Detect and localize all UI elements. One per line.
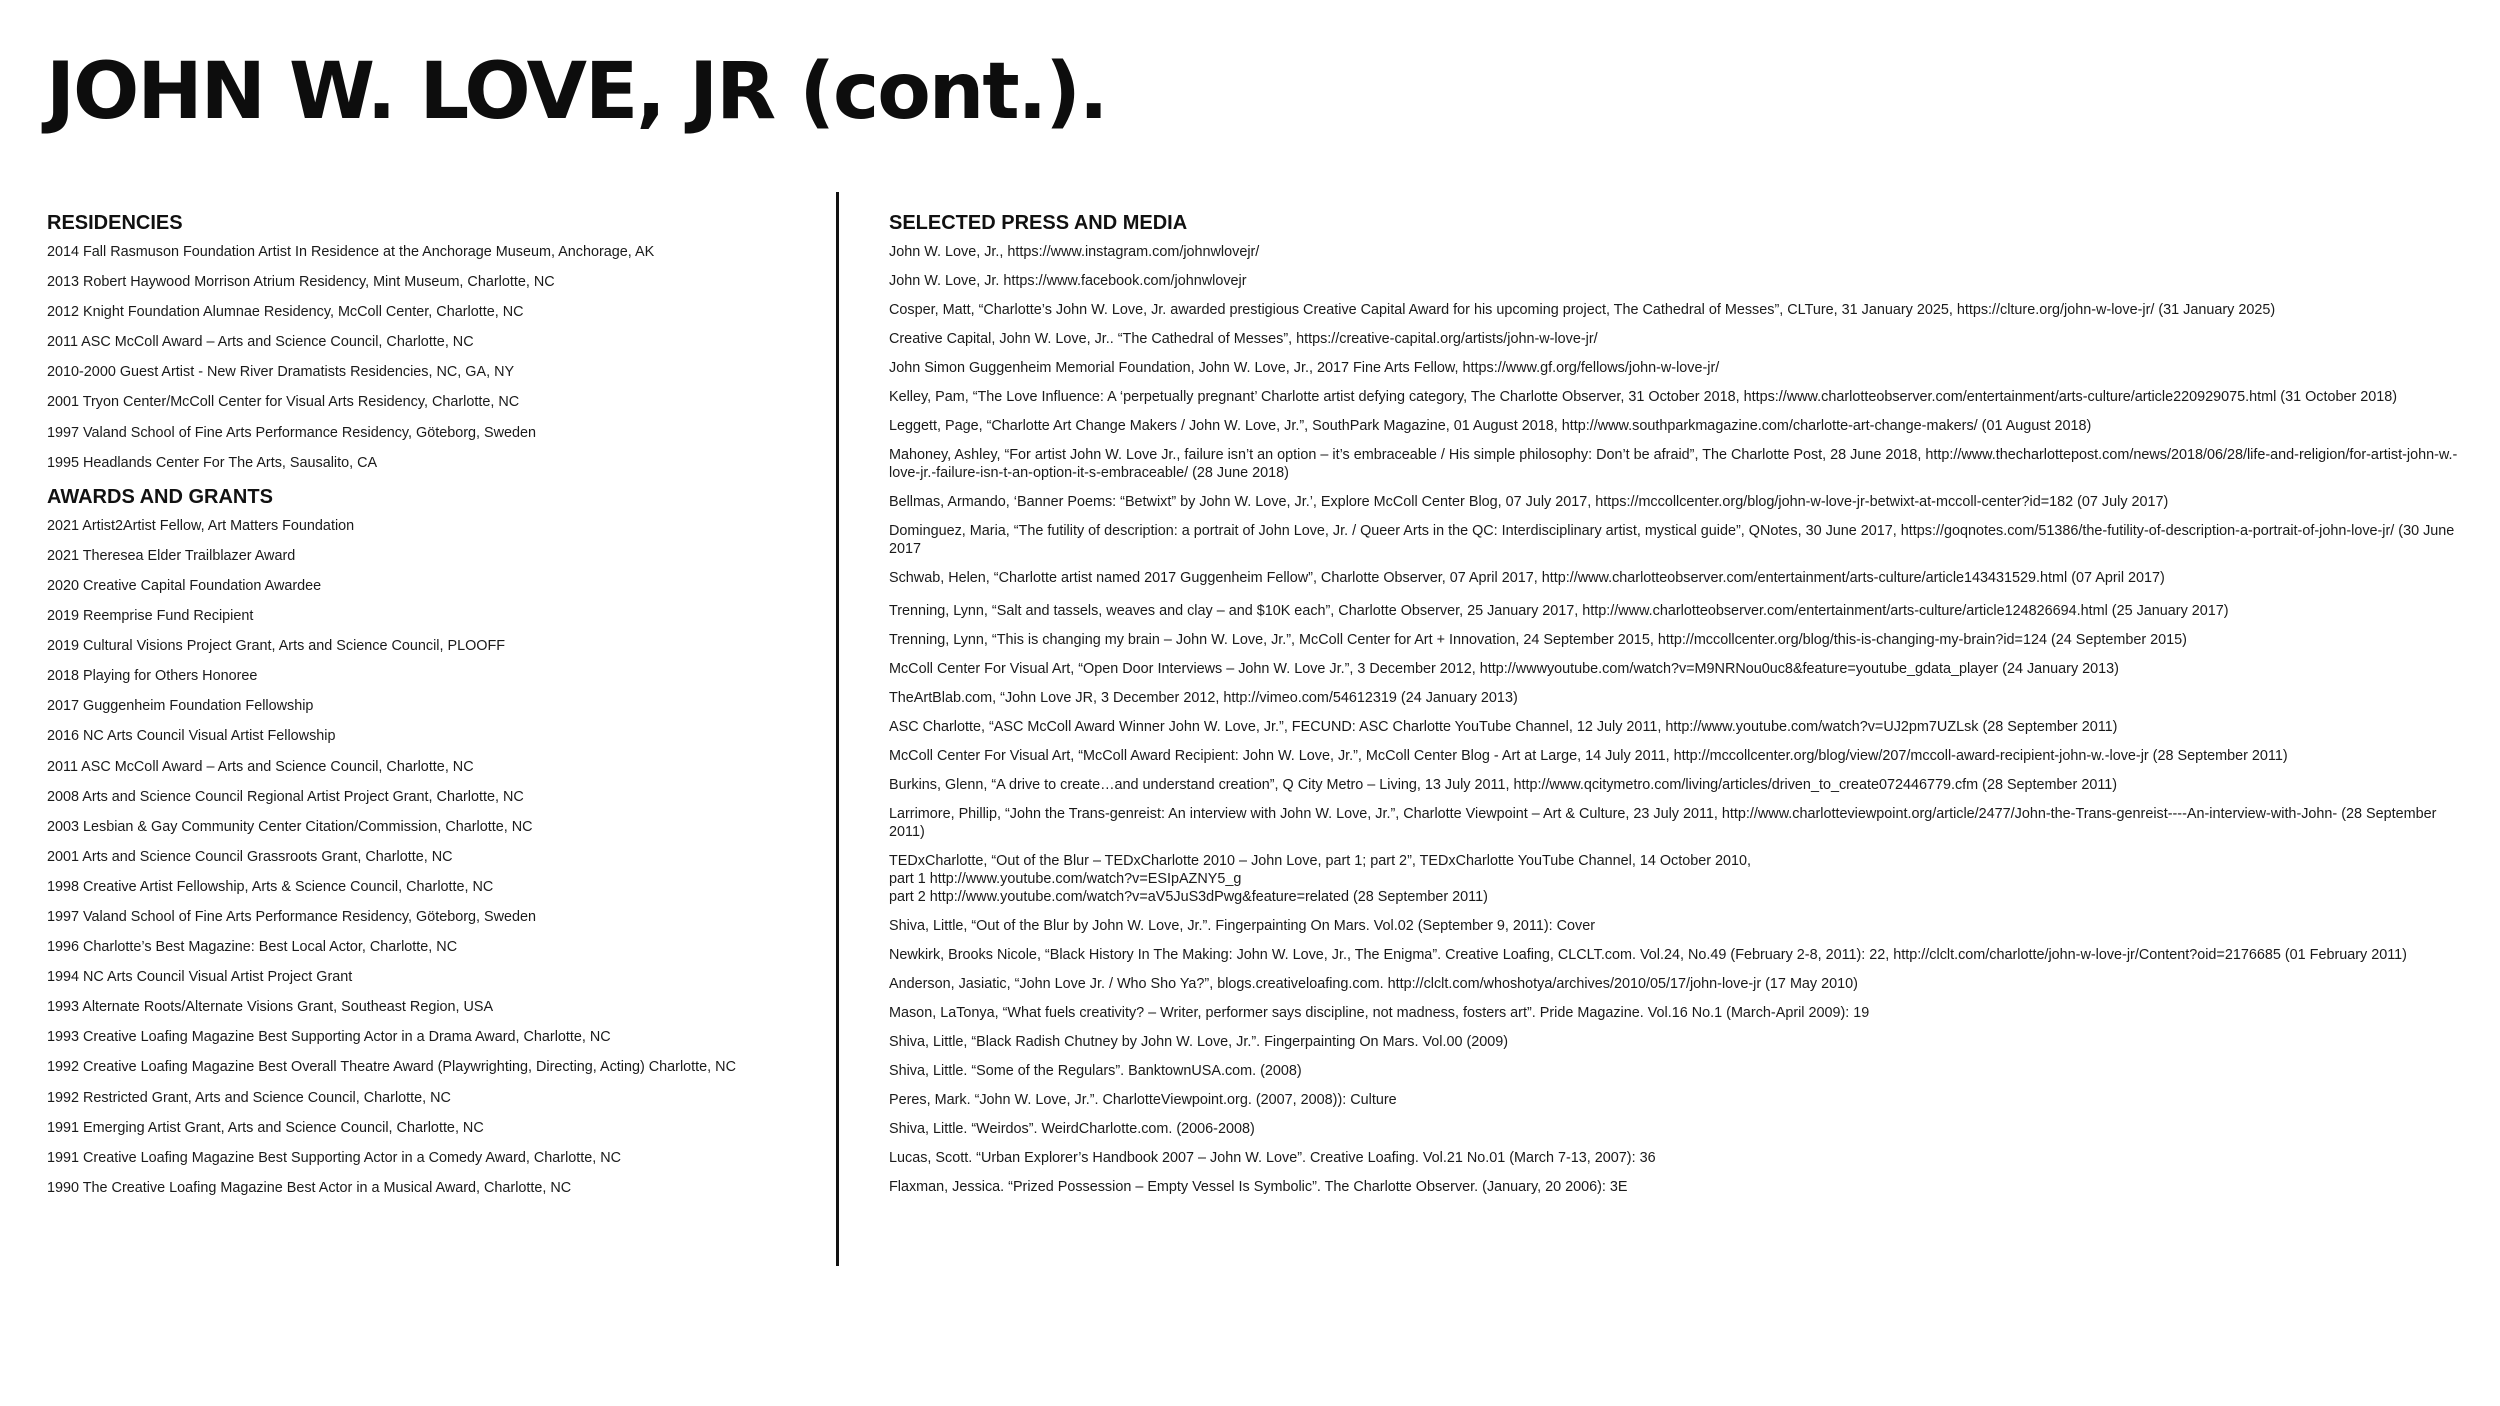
press-item: Peres, Mark. “John W. Love, Jr.”. CharlotteViewpoint.org. (2007, 2008)): Culture [889,1092,1397,1108]
press-item: Larrimore, Phillip, “John the Trans-genreist: An interview with John W. Love, Jr.”, Charlotte Viewpoint – Art & Culture, 23 July 2011, http://www.charlotteviewpoint.org/article/2477/John-the-Trans-genreist----An-interview-with-John- (28 September 2011) [889,806,2437,840]
press-item: Mahoney, Ashley, “For artist John W. Love Jr., failure isn’t an option – it’s embraceable / His simple philosophy: Don’t be afraid”, The Charlotte Post, 28 June 2018, http://www.thecharlottepost.com/news/2018/06/28/life-and-religion/for-artist-john-w.-love-jr.-failure-isn-t-an-option-it-s-embraceable/ (28 June 2018) [889,447,2458,481]
award-item: 2008 Arts and Science Council Regional Artist Project Grant, Charlotte, NC [47,788,524,805]
left-column [47,210,837,1209]
press-heading: SELECTED PRESS AND MEDIA [889,212,1188,234]
residency-item: 1997 Valand School of Fine Arts Performance Residency, Göteborg, Sweden [47,424,537,441]
award-item: 1992 Restricted Grant, Arts and Science Council, Charlotte, NC [47,1089,451,1106]
award-item: 2018 Playing for Others Honoree [47,668,258,685]
press-item: John W. Love, Jr. https://www.facebook.com/johnwlovejr [889,273,1247,289]
award-item: 1990 The Creative Loafing Magazine Best Actor in a Musical Award, Charlotte, NC [47,1179,572,1196]
award-item: 2019 Reemprise Fund Recipient [47,608,254,625]
press-item: Cosper, Matt, “Charlotte’s John W. Love, Jr. awarded prestigious Creative Capital Award for his upcoming project, The Cathedral of Messes”, CLTure, 31 January 2025, https://clture.org/john-w-love-jr/ (31 January 2025) [889,302,2276,318]
award-item: 2020 Creative Capital Foundation Awardee [47,577,322,594]
award-item: 2011 ASC McColl Award – Arts and Science Council, Charlotte, NC [47,758,474,775]
award-item: 1992 Creative Loafing Magazine Best Overall Theatre Award (Playwrighting, Directing, Acting) Charlotte, NC [47,1059,736,1076]
press-item: Shiva, Little, “Black Radish Chutney by John W. Love, Jr.”. Fingerpainting On Mars. Vol.00 (2009) [889,1034,1509,1050]
press-item: Schwab, Helen, “Charlotte artist named 2017 Guggenheim Fellow”, Charlotte Observer, 07 April 2017, http://www.charlotteobserver.com/entertainment/arts-culture/article143431529.html (07 April 2017) [889,570,2165,586]
press-item: Leggett, Page, “Charlotte Art Change Makers / John W. Love, Jr.”, SouthPark Magazine, 01 August 2018, http://www.southparkmagazine.com/charlotte-art-change-makers/ (01 August 2018) [889,418,2092,434]
residency-item: 1995 Headlands Center For The Arts, Sausalito, CA [47,454,378,471]
press-item: Trenning, Lynn, “Salt and tassels, weaves and clay – and $10K each”, Charlotte Observer, 25 January 2017, http://www.charlotteobserver.com/entertainment/arts-culture/article124826694.html (25 January 2017) [889,603,2229,619]
awards-heading: AWARDS AND GRANTS [47,485,273,508]
award-item: 1994 NC Arts Council Visual Artist Project Grant [47,969,353,986]
page-title: JOHN W. LOVE, JR (cont.). [46,47,1107,137]
award-item: 1997 Valand School of Fine Arts Performance Residency, Göteborg, Sweden [47,908,537,925]
award-item: 2021 Theresea Elder Trailblazer Award [47,547,296,564]
press-item: Flaxman, Jessica. “Prized Possession – Empty Vessel Is Symbolic”. The Charlotte Observer. (January, 20 2006): 3E [889,1179,1628,1195]
press-item: Anderson, Jasiatic, “John Love Jr. / Who Sho Ya?”, blogs.creativeloafing.com. http://clclt.com/whoshotya/archives/2010/05/17/john-love-jr (17 May 2010) [889,976,1858,992]
award-item: 2017 Guggenheim Foundation Fellowship [47,698,314,715]
press-item: Creative Capital, John W. Love, Jr.. “The Cathedral of Messes”, https://creative-capital.org/artists/john-w-love-jr/ [889,331,1598,347]
press-item: John W. Love, Jr., https://www.instagram.com/johnwlovejr/ [889,244,1260,260]
award-item: 2019 Cultural Visions Project Grant, Arts and Science Council, PLOOFF [47,638,506,655]
press-item: Shiva, Little. “Some of the Regulars”. BanktownUSA.com. (2008) [889,1063,1302,1079]
press-item: McColl Center For Visual Art, “Open Door Interviews – John W. Love Jr.”, 3 December 2012, http://wwwyoutube.com/watch?v=M9NRNou0uc8&feature=youtube_gdata_player (24 January 2013) [889,661,2119,677]
press-item: John Simon Guggenheim Memorial Foundation, John W. Love, Jr., 2017 Fine Arts Fellow, https://www.gf.org/fellows/john-w-love-jr/ [889,360,1720,376]
award-item: 1991 Creative Loafing Magazine Best Supporting Actor in a Comedy Award, Charlotte, NC [47,1149,622,1166]
press-item: ASC Charlotte, “ASC McColl Award Winner John W. Love, Jr.”, FECUND: ASC Charlotte YouTube Channel, 12 July 2011, http://www.youtube.com/watch?v=UJ2pm7UZLsk (28 September 2011) [889,719,2118,735]
press-item: Mason, LaTonya, “What fuels creativity? – Writer, performer says discipline, not madness, fosters art”. Pride Magazine. Vol.16 No.1 (March-April 2009): 19 [889,1005,1870,1021]
award-item: 2003 Lesbian & Gay Community Center Citation/Commission, Charlotte, NC [47,818,533,835]
residency-item: 2001 Tryon Center/McColl Center for Visual Arts Residency, Charlotte, NC [47,394,520,411]
residency-item: 2013 Robert Haywood Morrison Atrium Residency, Mint Museum, Charlotte, NC [47,274,555,291]
award-item: 1998 Creative Artist Fellowship, Arts & Science Council, Charlotte, NC [47,878,494,895]
press-item: Bellmas, Armando, ‘Banner Poems: “Betwixt” by John W. Love, Jr.’, Explore McColl Center Blog, 07 July 2017, https://mccollcenter.org/blog/john-w-love-jr-betwixt-at-mccoll-center?id=182 (07 July 2017) [889,494,2169,510]
press-list [889,243,2474,1196]
residency-item: 2011 ASC McColl Award – Arts and Science Council, Charlotte, NC [47,334,474,351]
press-item: Dominguez, Maria, “The futility of description: a portrait of John Love, Jr. / Queer Arts in the QC: Interdisciplinary artist, mystical guide”, QNotes, 30 June 2017, https://goqnotes.com/51386/the-futility-of-description-a-portrait-of-john-love-jr/ (30 June 2017 [889,523,2455,557]
residencies-list [47,243,837,472]
press-item: Newkirk, Brooks Nicole, “Black History In The Making: John W. Love, Jr., The Enigma”. Creative Loafing, CLCLT.com. Vol.24, No.49 (February 2-8, 2011): 22, http://clclt.com/charlotte/john-w-love-jr/Content?oid=2176685 (01 February 2011) [889,947,2407,963]
press-item: Burkins, Glenn, “A drive to create…and understand creation”, Q City Metro – Living, 13 July 2011, http://www.qcitymetro.com/living/articles/driven_to_create072446779.cfm (28 September 2011) [889,777,2118,793]
award-item: 2001 Arts and Science Council Grassroots Grant, Charlotte, NC [47,848,453,865]
press-item: McColl Center For Visual Art, “McColl Award Recipient: John W. Love, Jr.”, McColl Center Blog - Art at Large, 14 July 2011, http://mccollcenter.org/blog/view/207/mccoll-award-recipient-john-w.-love-jr (28 September 2011) [889,748,2288,764]
press-item: Lucas, Scott. “Urban Explorer’s Handbook 2007 – John W. Love”. Creative Loafing. Vol.21 No.01 (March 7-13, 2007): 36 [889,1150,1656,1166]
press-item: TEDxCharlotte, “Out of the Blur – TEDxCharlotte 2010 – John Love, part 1; part 2”, TEDxCharlotte YouTube Channel, 14 October 2010, part 1 http://www.youtube.com/watch?v=ESIpAZNY5_g part 2 http://www.youtube.com/watch?v=aV5JuS3dPwg&feature=related (28 September 2011) [889,853,1752,905]
press-item: TheArtBlab.com, “John Love JR, 3 December 2012, http://vimeo.com/54612319 (24 January 2013) [889,690,1518,706]
residency-item: 2014 Fall Rasmuson Foundation Artist In Residence at the Anchorage Museum, Anchorage, AK [47,244,655,260]
award-item: 1991 Emerging Artist Grant, Arts and Science Council, Charlotte, NC [47,1119,484,1136]
award-item: 1993 Creative Loafing Magazine Best Supporting Actor in a Drama Award, Charlotte, NC [47,1029,611,1046]
residencies-heading: RESIDENCIES [47,212,183,234]
column-divider [836,192,839,1266]
press-item: Kelley, Pam, “The Love Influence: A ‘perpetually pregnant’ Charlotte artist defying category, The Charlotte Observer, 31 October 2018, https://www.charlotteobserver.com/entertainment/arts-culture/article220929075.html (31 October 2018) [889,389,2398,405]
residency-item: 2012 Knight Foundation Alumnae Residency, McColl Center, Charlotte, NC [47,304,524,321]
right-column [889,210,2474,1207]
award-item: 2021 Artist2Artist Fellow, Art Matters Foundation [47,517,355,534]
awards-list [47,517,837,1197]
press-item: Shiva, Little, “Out of the Blur by John W. Love, Jr.”. Fingerpainting On Mars. Vol.02 (September 9, 2011): Cover [889,918,1596,934]
award-item: 2016 NC Arts Council Visual Artist Fellowship [47,728,336,745]
press-item: Shiva, Little. “Weirdos”. WeirdCharlotte.com. (2006-2008) [889,1121,1255,1137]
award-item: 1993 Alternate Roots/Alternate Visions Grant, Southeast Region, USA [47,999,494,1016]
residency-item: 2010-2000 Guest Artist - New River Dramatists Residencies, NC, GA, NY [47,364,515,381]
press-item: Trenning, Lynn, “This is changing my brain – John W. Love, Jr.”, McColl Center for Art + Innovation, 24 September 2015, http://mccollcenter.org/blog/this-is-changing-my-brain?id=124 (24 September 2015) [889,632,2187,648]
award-item: 1996 Charlotte’s Best Magazine: Best Local Actor, Charlotte, NC [47,939,458,956]
